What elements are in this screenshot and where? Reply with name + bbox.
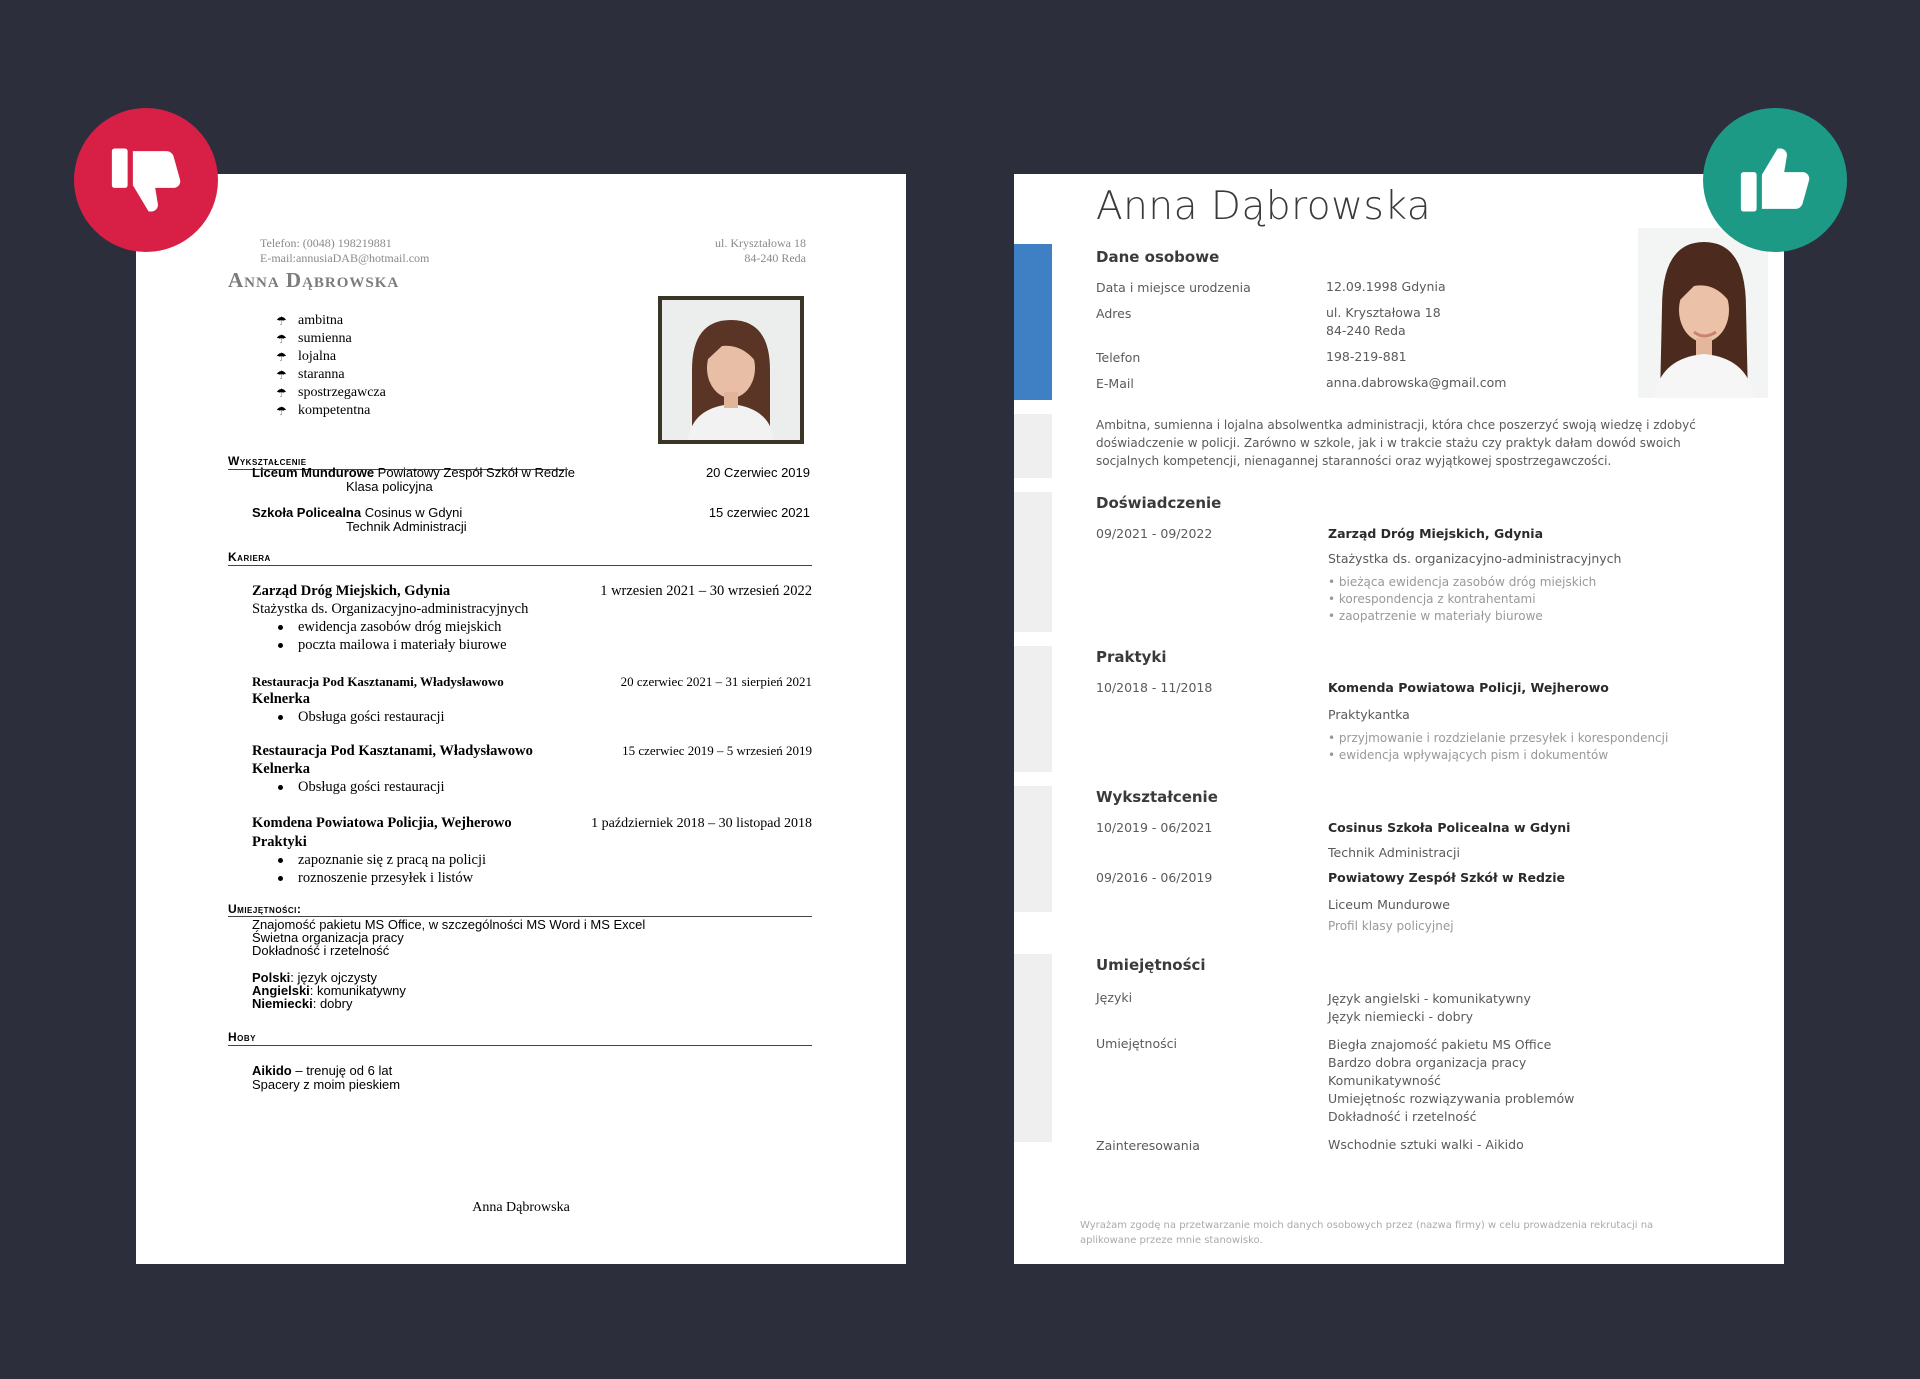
thumbs-up-icon xyxy=(1733,138,1817,222)
bad-education-date: 15 czerwiec 2021 xyxy=(708,505,810,520)
bad-contact-left: Telefon: (0048) 198219881 E-mail:annusiaDAB@hotmail.com xyxy=(260,236,430,265)
bad-career-heading: Kariera xyxy=(228,550,812,566)
internship-role: Praktykantka xyxy=(1328,707,1410,722)
personal-label: Adres xyxy=(1096,306,1132,321)
side-strip xyxy=(1014,786,1052,912)
personal-value: 12.09.1998 Gdynia xyxy=(1326,279,1446,294)
bad-footer-name: Anna Dąbrowska xyxy=(472,1200,570,1215)
personal-heading: Dane osobowe xyxy=(1096,248,1220,266)
bad-contact-right: ul. Kryształowa 18 84-240 Reda xyxy=(715,236,806,265)
experience-dates: 09/2021 - 09/2022 xyxy=(1096,526,1213,541)
good-portrait-photo xyxy=(1638,228,1768,398)
education-org: Cosinus Szkoła Policealna w Gdyni xyxy=(1328,820,1571,835)
accent-bar xyxy=(1014,244,1052,400)
internship-bullets: • przyjmowanie i rozdzielanie przesyłek i korespondencji • ewidencja wpływających pism i dokumentów xyxy=(1328,731,1669,762)
skills-label: Języki xyxy=(1096,990,1133,1005)
bad-hobby-heading: Hoby xyxy=(228,1030,812,1046)
personal-label: E-Mail xyxy=(1096,376,1134,391)
bad-career-item: Restauracja Pod Kasztanami, Władysławowo 20 czerwiec 2021 – 31 sierpień 2021 Kelnerka Obsługa gości restauracji xyxy=(252,674,812,725)
education-org: Powiatowy Zespół Szkół w Redzie xyxy=(1328,870,1565,885)
bad-skills-heading: Umiejętności: xyxy=(228,902,812,917)
bad-career-item: Restauracja Pod Kasztanami, Władysławowo 15 czerwiec 2019 – 5 wrzesień 2019 Kelnerka Obsługa gości restauracji xyxy=(252,743,812,795)
thumbs-up-badge xyxy=(1703,108,1847,252)
bad-career-item: Zarząd Dróg Miejskich, Gdynia 1 wrzesien 2021 – 30 wrzesień 2022 Stażystka ds. Organizacyjno-administracyjnych ewidencja zasobów dróg miejskich poczta mailowa i materiały biurowe xyxy=(252,583,812,653)
personal-label: Telefon xyxy=(1096,350,1141,365)
umbrella-icon: ☂ xyxy=(276,404,287,418)
interests-value: Wschodnie sztuki walki - Aikido xyxy=(1328,1137,1524,1152)
skills-heading: Umiejętności xyxy=(1096,956,1206,974)
thumbs-down-badge xyxy=(74,108,218,252)
bad-hobby-text: Aikido – trenuję od 6 lat Spacery z moim pieskiem xyxy=(252,1063,401,1092)
bad-traits-list xyxy=(276,312,386,420)
bad-education-item: Liceum Mundurowe Powiatowy Zespół Szkół w Redzie Klasa policyjna xyxy=(252,465,575,494)
internship-org: Komenda Powiatowa Policji, Wejherowo xyxy=(1328,680,1609,695)
skills-label: Umiejętności xyxy=(1096,1036,1177,1051)
personal-value: 198-219-881 xyxy=(1326,349,1407,364)
thumbs-down-icon xyxy=(104,138,188,222)
internship-dates: 10/2018 - 11/2018 xyxy=(1096,680,1213,695)
education-detail: Liceum Mundurowe xyxy=(1328,897,1450,912)
trait-item: ☂ sumienna xyxy=(276,331,352,346)
experience-bullets: • bieżąca ewidencja zasobów dróg miejskich • korespondencja z kontrahentami • zaopatrzenie w materiały biurowe xyxy=(1328,575,1597,623)
trait-item: ☂ ambitna xyxy=(276,313,344,328)
trait-item: ☂ lojalna xyxy=(276,349,337,364)
personal-value: ul. Kryształowa 18 84-240 Reda xyxy=(1326,305,1441,338)
summary-text: Ambitna, sumienna i lojalna absolwentka administracji, która chce poszerzyć swoją wiedzę i zdobyć doświadczenie w policji. Zarówno w szkole, jak i w trakcie stażu czy praktyk dałam dowód swoich socjalnych kompetencji, nienagannej staranności oraz wyjątkowej spostrzegawczości. xyxy=(1096,418,1696,468)
skills-label: Zainteresowania xyxy=(1096,1138,1200,1153)
bad-skills-list: Znajomość pakietu MS Office, w szczególności MS Word i MS Excel Świetna organizacja pracy Dokładność i rzetelność Polski: język ojczysty Angielski: komunikatywny Niemiecki: dobry xyxy=(252,917,646,1011)
bad-career-item: Komdena Powiatowa Policjia, Wejherowo 1 październiek 2018 – 30 listopad 2018 Praktyki zapoznanie się z pracą na policji roznoszenie przesyłek i listów xyxy=(252,815,812,886)
side-strip xyxy=(1014,492,1052,632)
bad-cv-page xyxy=(136,174,906,1264)
education-extra: Profil klasy policyjnej xyxy=(1328,919,1454,933)
bad-education-date: 20 Czerwiec 2019 xyxy=(705,465,810,480)
consent-clause: Wyrażam zgodę na przetwarzanie moich danych osobowych przez (nazwa firmy) w celu prowadzenia rekrutacji na aplikowane przeze mnie stanowisko. xyxy=(1080,1220,1654,1246)
umbrella-icon: ☂ xyxy=(276,386,287,400)
bad-portrait-photo xyxy=(658,296,804,444)
trait-item: ☂ staranna xyxy=(276,367,345,382)
umbrella-icon: ☂ xyxy=(276,368,287,382)
trait-item: ☂ kompetentna xyxy=(276,403,371,418)
experience-role: Stażystka ds. organizacyjno-administracyjnych xyxy=(1328,551,1622,566)
good-name: Anna Dąbrowska xyxy=(1096,184,1432,229)
bad-career-bullets: Obsługa gości restauracji xyxy=(252,778,812,796)
languages-list: Język angielski - komunikatywny Język niemiecki - dobry xyxy=(1328,991,1531,1024)
internship-heading: Praktyki xyxy=(1096,648,1167,666)
personal-label: Data i miejsce urodzenia xyxy=(1096,280,1251,295)
bad-career-bullets: ewidencja zasobów dróg miejskich poczta mailowa i materiały biurowe xyxy=(252,618,812,654)
education-heading: Wykształcenie xyxy=(1096,788,1218,806)
bad-education-heading: Wykształcenie xyxy=(228,454,568,470)
side-strip xyxy=(1014,646,1052,772)
education-dates: 09/2016 - 06/2019 xyxy=(1096,870,1213,885)
side-strip xyxy=(1014,954,1052,1142)
personal-value: anna.dabrowska@gmail.com xyxy=(1326,375,1507,390)
trait-item: ☂ spostrzegawcza xyxy=(276,385,386,400)
experience-heading: Doświadczenie xyxy=(1096,494,1222,512)
umbrella-icon: ☂ xyxy=(276,350,287,364)
education-dates: 10/2019 - 06/2021 xyxy=(1096,820,1213,835)
umbrella-icon: ☂ xyxy=(276,314,287,328)
bad-education-item: Szkoła Policealna Cosinus w Gdyni Technik Administracji xyxy=(252,505,467,534)
bad-name: Anna Dąbrowska xyxy=(228,268,400,292)
side-strip xyxy=(1014,414,1052,478)
umbrella-icon: ☂ xyxy=(276,332,287,346)
experience-org: Zarząd Dróg Miejskich, Gdynia xyxy=(1328,526,1544,541)
good-cv-page xyxy=(1014,174,1784,1264)
bad-career-bullets: Obsługa gości restauracji xyxy=(252,708,812,726)
bad-career-bullets: zapoznanie się z pracą na policji roznoszenie przesyłek i listów xyxy=(252,851,812,887)
skills-list: Biegła znajomość pakietu MS Office Bardzo dobra organizacja pracy Komunikatywność Umiejętnośc rozwiązywania problemów Dokładność i rzetelność xyxy=(1328,1037,1575,1124)
education-detail: Technik Administracji xyxy=(1328,845,1460,860)
